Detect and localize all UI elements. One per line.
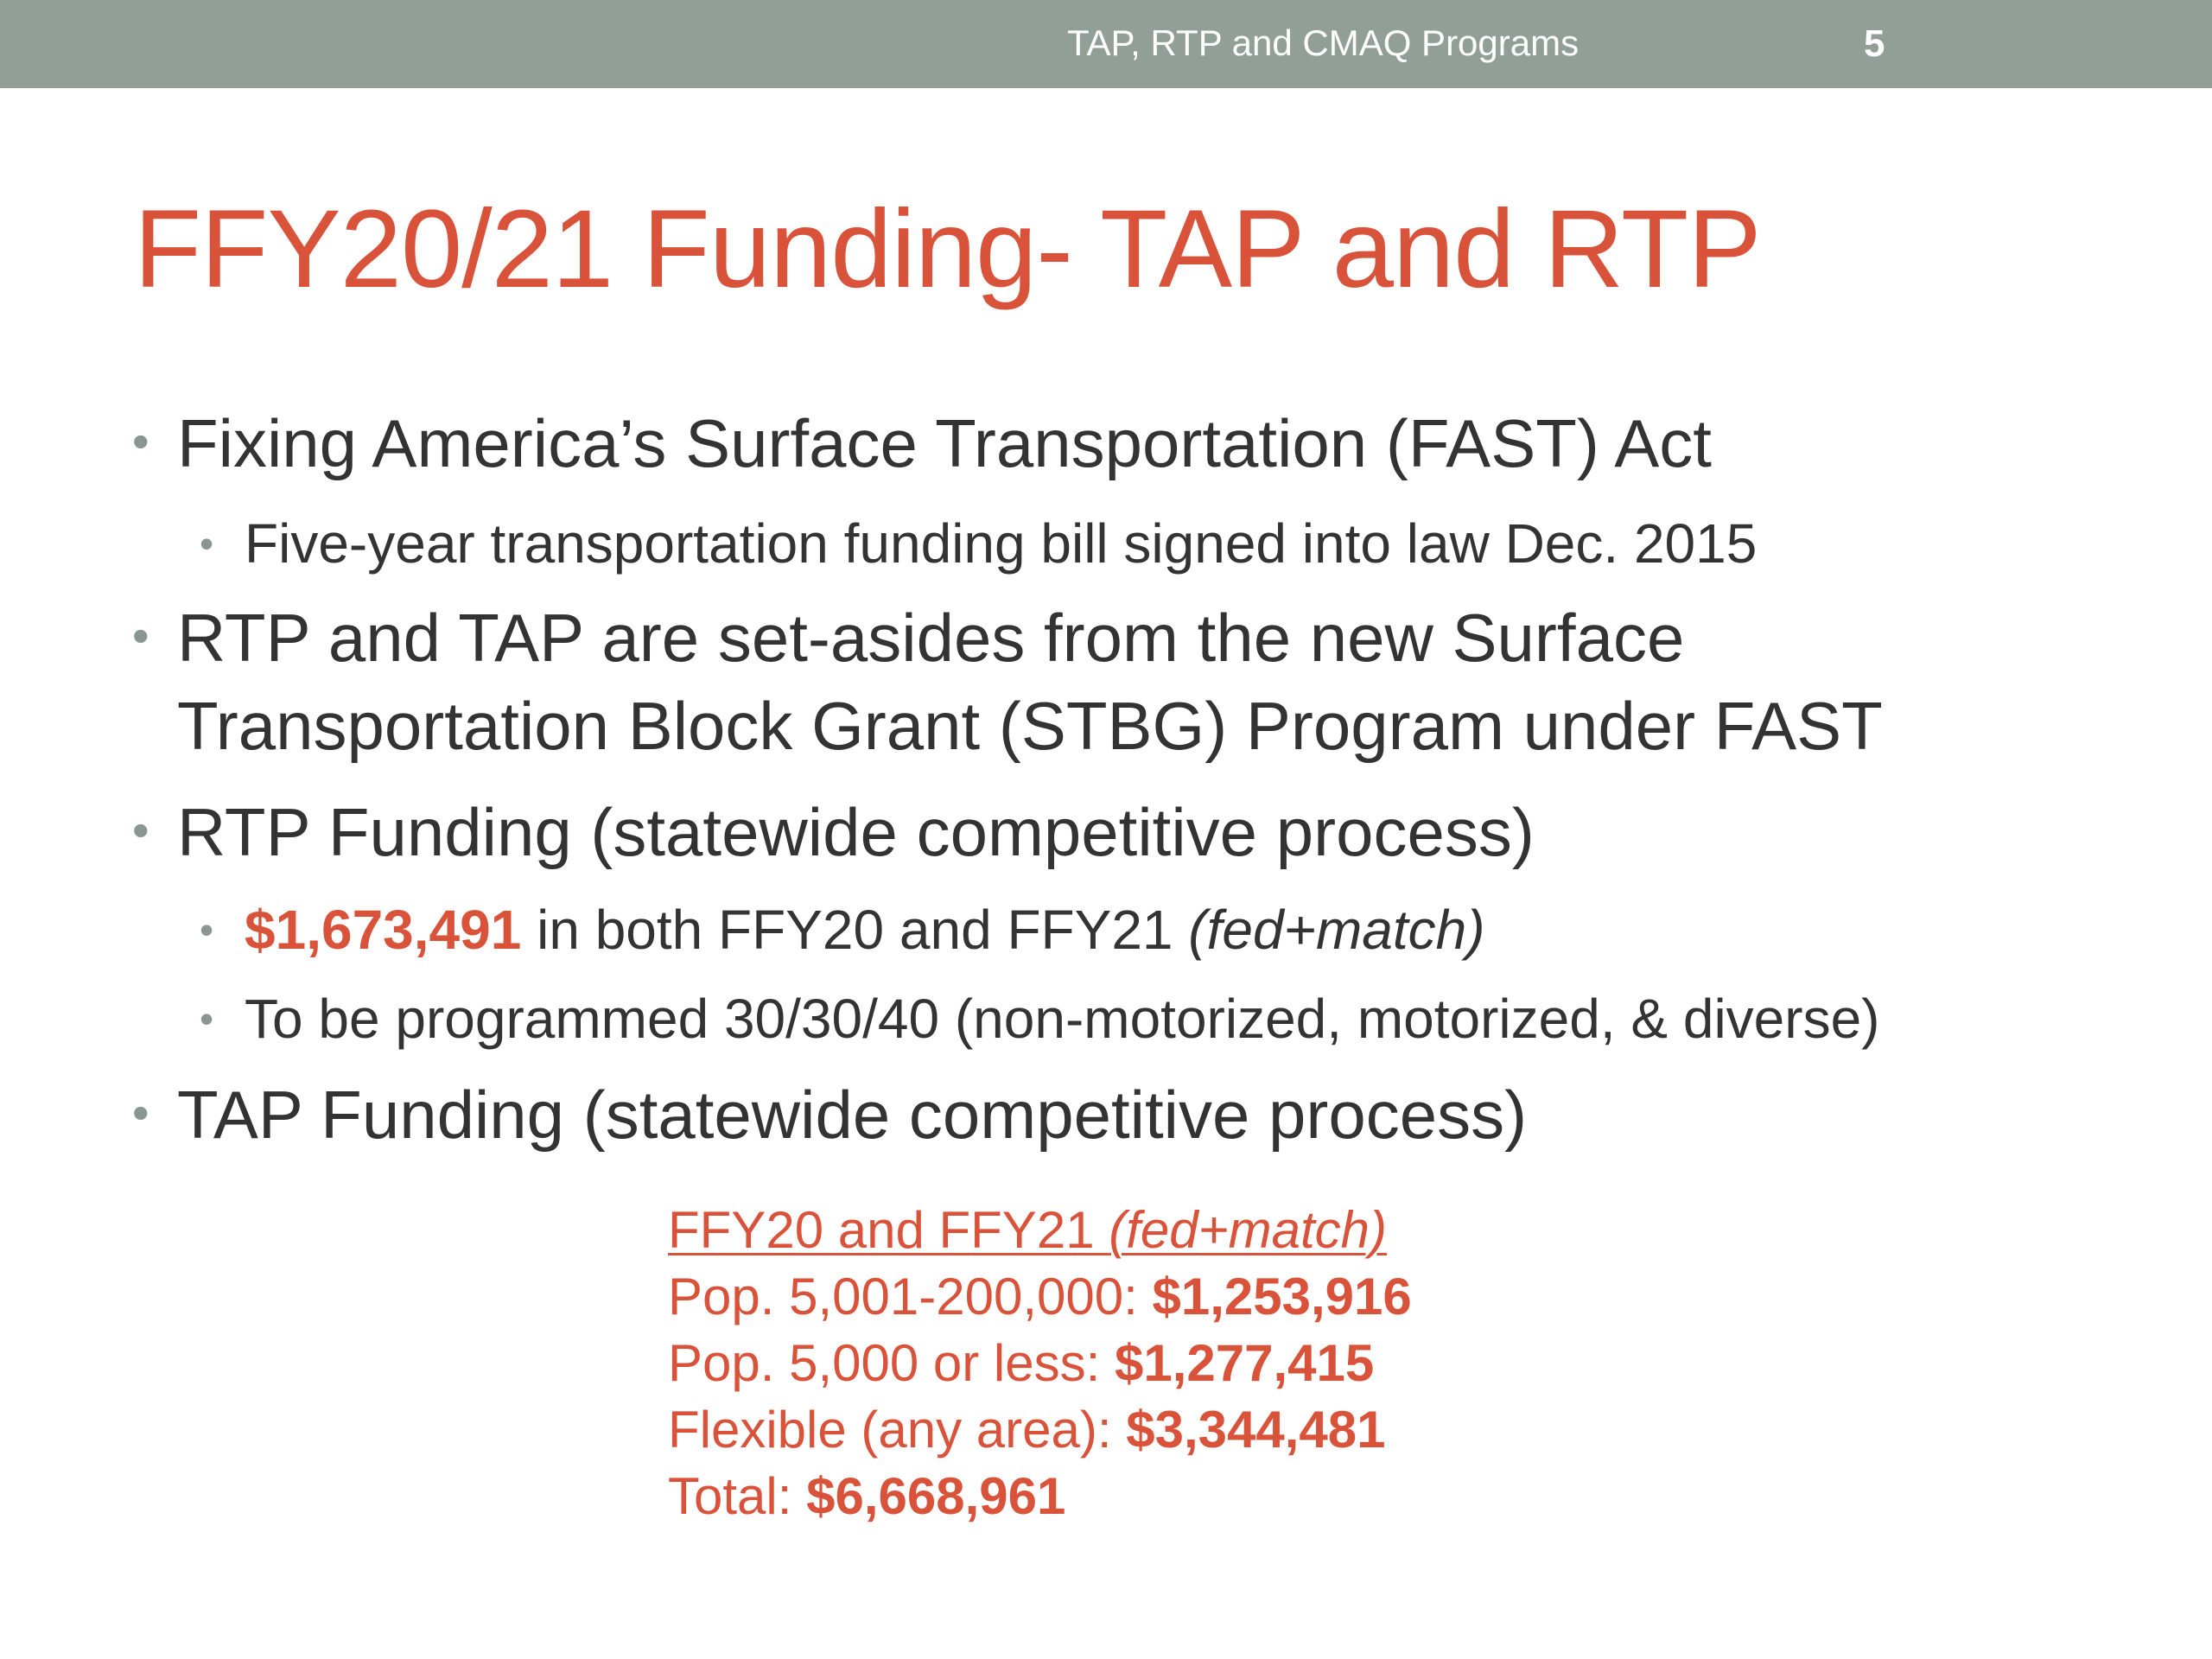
bullet-text: Five-year transportation funding bill signed into law Dec. 2015: [245, 512, 1758, 575]
header-band: [0, 0, 2212, 88]
sub-bullet-fast-act: [200, 512, 1758, 575]
rtp-amount: $1,673,491: [245, 899, 522, 961]
fed-match-note: (fed+match): [1188, 899, 1485, 961]
tap-row-value: $6,668,961: [806, 1467, 1066, 1525]
bullet-dot-icon: •: [132, 414, 149, 468]
tap-row-value: $1,277,415: [1114, 1334, 1375, 1392]
bullet-text: Fixing America’s Surface Transportation (FAST) Act: [177, 405, 1712, 481]
bullet-fast-act: [132, 404, 1712, 483]
tap-heading-note: (fed+match): [1109, 1201, 1388, 1259]
bullet-text: To be programmed 30/30/40 (non-motorized, motorized, & diverse): [245, 988, 1880, 1050]
tap-row: [668, 1263, 1412, 1330]
bullet-dot-icon: •: [132, 1085, 149, 1140]
sub-bullet-rtp-amount: [200, 898, 1485, 962]
bullet-setasides: [132, 599, 1685, 677]
bullet-text: RTP and TAP are set-asides from the new Surface: [177, 600, 1685, 676]
tap-row-value: $1,253,916: [1152, 1268, 1412, 1325]
header-title: TAP, RTP and CMAQ Programs: [1067, 22, 1580, 63]
sub-bullet-rtp-split: [200, 987, 1880, 1051]
bullet-dot-icon: •: [132, 608, 149, 663]
tap-row: [668, 1330, 1412, 1396]
bullet-text: TAP Funding (statewide competitive process): [177, 1077, 1528, 1153]
bullet-text: RTP Funding (statewide competitive process): [177, 794, 1535, 870]
tap-row-value: $3,344,481: [1126, 1401, 1386, 1459]
bullet-tap-funding: [132, 1076, 1528, 1154]
bullet-text: Transportation Block Grant (STBG) Program under FAST: [177, 688, 1883, 764]
bullet-dot-icon: •: [132, 803, 149, 857]
page-number: 5: [1864, 22, 1885, 65]
tap-funding-breakdown: [668, 1197, 1412, 1529]
bullet-dot-icon: •: [200, 996, 214, 1041]
tap-row-label: Flexible (any area):: [668, 1401, 1127, 1459]
bullet-rtp-funding: [132, 793, 1535, 872]
bullet-dot-icon: •: [200, 521, 214, 566]
bullet-text: in both FFY20 and FFY21: [521, 899, 1189, 961]
tap-heading-text: FFY20 and FFY21: [668, 1201, 1109, 1259]
tap-row-label: Pop. 5,001-200,000:: [668, 1268, 1153, 1325]
tap-row-label: Total:: [668, 1467, 807, 1525]
bullet-setasides-continued: [177, 687, 1883, 766]
tap-row-total: [668, 1463, 1412, 1529]
tap-row-label: Pop. 5,000 or less:: [668, 1334, 1115, 1392]
tap-heading: [668, 1197, 1412, 1263]
bullet-dot-icon: •: [200, 907, 214, 952]
tap-row: [668, 1396, 1412, 1463]
slide-title: FFY20/21 Funding- TAP and RTP: [134, 188, 1761, 311]
